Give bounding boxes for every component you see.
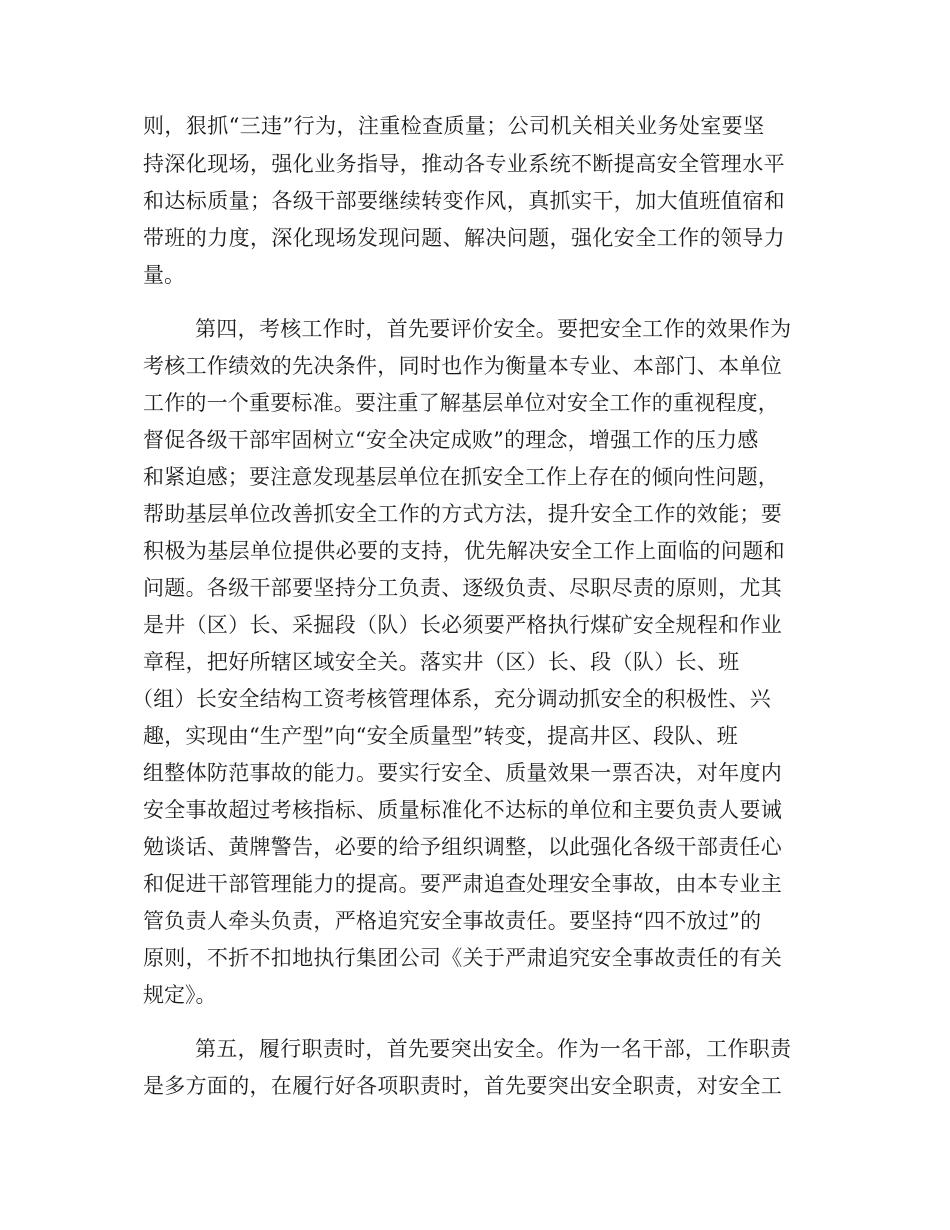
text-line: 督促各级干部牢固树立“安全决定成败”的理念，增强工作的压力感 (143, 428, 759, 452)
text-line: 考核工作绩效的先决条件，同时也作为衡量本专业、本部门、本单位 (143, 354, 782, 378)
paragraph-first-line: 第五，履行职责时，首先要突出安全。作为一名干部，工作职责 (195, 1037, 792, 1061)
text-line: 规定》。 (143, 983, 217, 1007)
text-line: 趣，实现由“生产型”向“安全质量型”转变，提高井区、段队、班 (143, 724, 738, 748)
text-line: 章程，把好所辖区域安全关。落实井（区）长、段（队）长、班 (143, 650, 740, 674)
text-line: 和达标质量；各级干部要继续转变作风，真抓实干，加大值班值宿和 (143, 189, 785, 213)
text-line: 和促进干部管理能力的提高。要严肃追查处理安全事故，由本专业主 (143, 872, 782, 896)
text-line: 问题。各级干部要坚持分工负责、逐级负责、尽职尽责的原则，尤其 (143, 576, 782, 600)
text-line: 管负责人牵头负责，严格追究安全事故责任。要坚持“四不放过”的 (143, 909, 762, 933)
text-line: 积极为基层单位提供必要的支持，优先解决安全工作上面临的问题和 (143, 539, 785, 563)
paragraph-first-line: 第四，考核工作时，首先要评价安全。要把安全工作的效果作为 (195, 317, 792, 341)
text-line: 带班的力度，深化现场发现问题、解决问题，强化安全工作的领导力 (143, 226, 785, 250)
text-line: 则，狠抓“三违”行为，注重检查质量；公司机关相关业务处室要坚 (143, 114, 765, 138)
text-line: 帮助基层单位改善抓安全工作的方式方法，提升安全工作的效能；要 (143, 502, 782, 526)
text-line: 是多方面的，在履行好各项职责时，首先要突出安全职责，对安全工 (143, 1074, 782, 1098)
text-line: 是井（区）长、采掘段（队）长必须要严格执行煤矿安全规程和作业 (143, 613, 782, 637)
text-line: 组整体防范事故的能力。要实行安全、质量效果一票否决，对年度内 (143, 761, 782, 785)
text-line: 原则，不折不扣地执行集团公司《关于严肃追究安全事故责任的有关 (143, 946, 782, 970)
text-line: 工作的一个重要标准。要注重了解基层单位对安全工作的重视程度， (143, 391, 779, 415)
text-line: 安全事故超过考核指标、质量标准化不达标的单位和主要负责人要诫 (143, 798, 782, 822)
text-line: （组）长安全结构工资考核管理体系，充分调动抓安全的积极性、兴 (132, 687, 771, 711)
text-line: 勉谈话、黄牌警告，必要的给予组织调整，以此强化各级干部责任心 (143, 835, 782, 859)
text-line: 和紧迫感；要注意发现基层单位在抓安全工作上存在的倾向性问题， (143, 465, 779, 489)
text-line: 量。 (143, 263, 185, 287)
text-line: 持深化现场，强化业务指导，推动各专业系统不断提高安全管理水平 (143, 152, 785, 176)
